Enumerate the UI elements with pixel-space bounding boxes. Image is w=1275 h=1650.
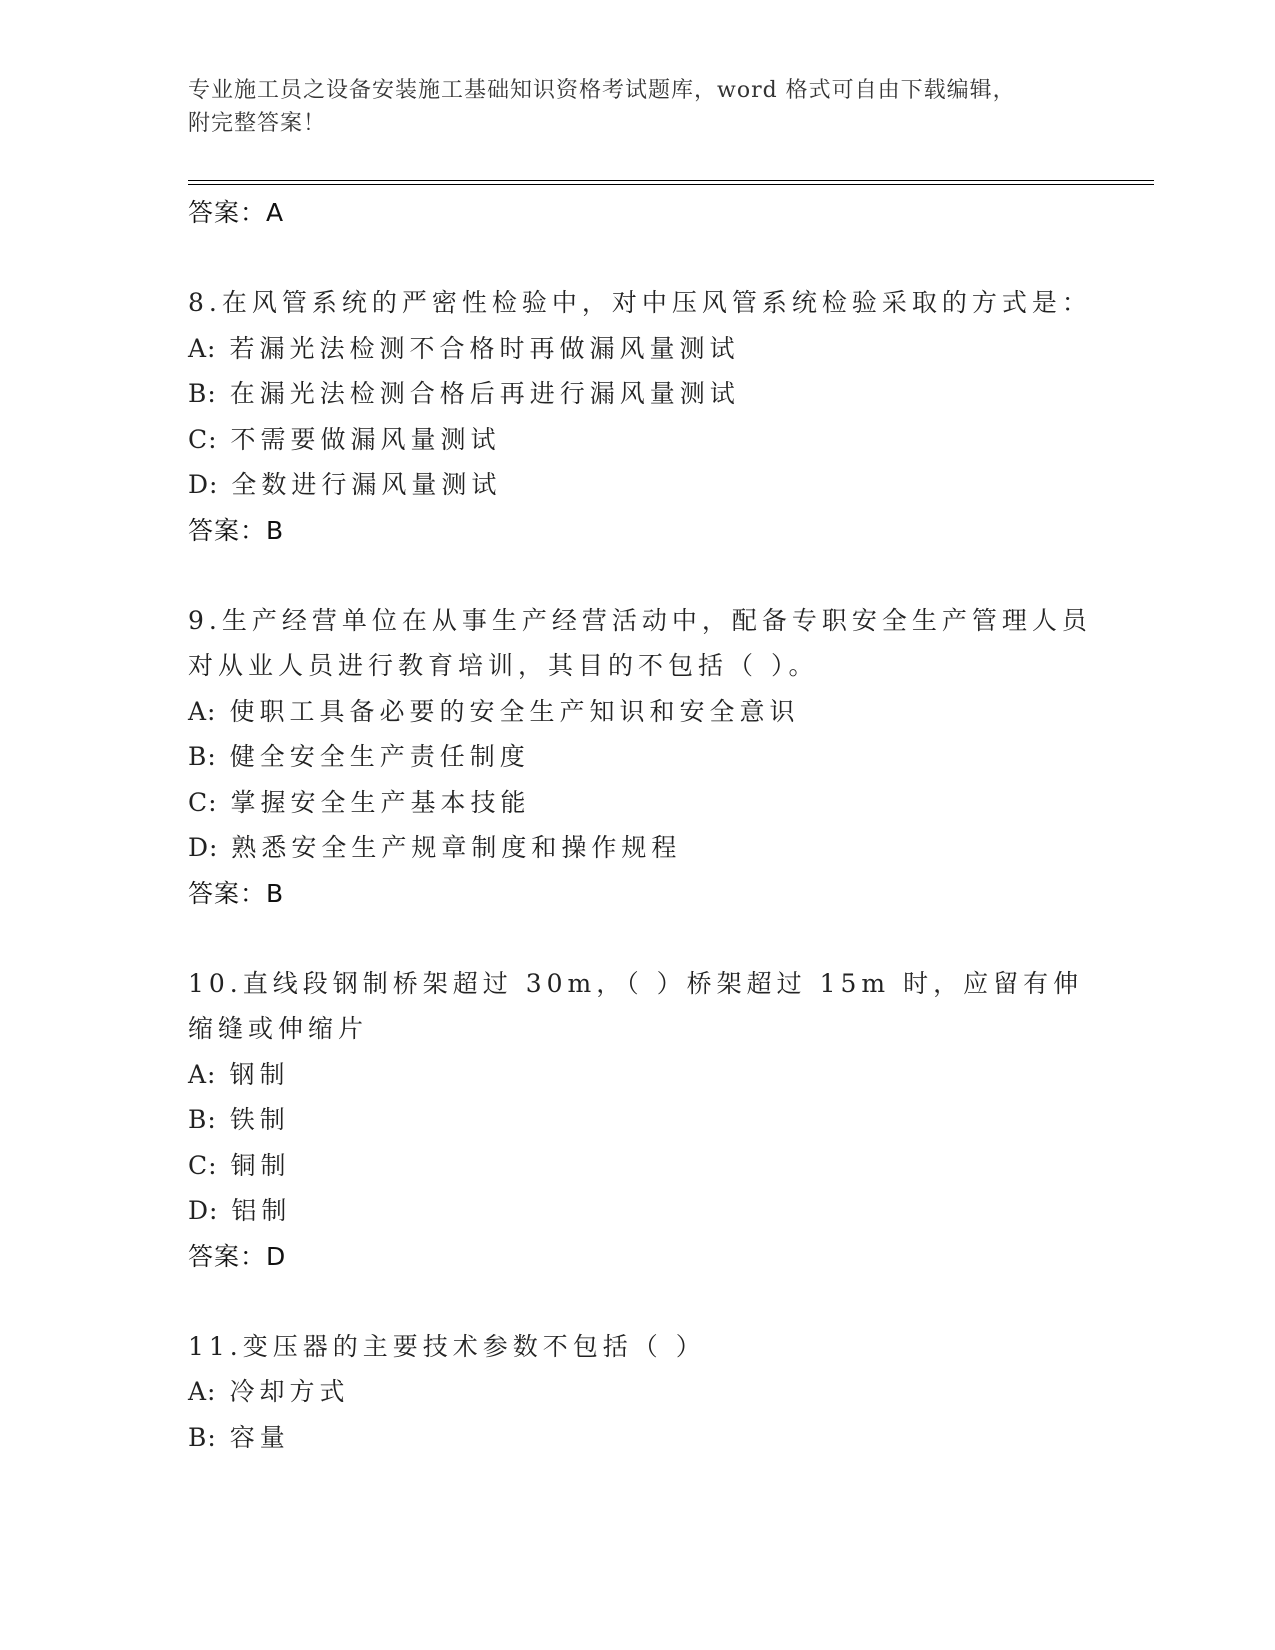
option-text: 铜制 xyxy=(230,1150,291,1180)
option-text: 全数进行漏风量测试 xyxy=(231,470,502,499)
header-divider-bottom xyxy=(188,184,1154,185)
question-10-answer: 答案：D xyxy=(188,1241,287,1271)
question-10-option-a xyxy=(188,1052,1108,1098)
option-text: 掌握安全生产基本技能 xyxy=(230,787,531,817)
question-9-answer: 答案：B xyxy=(188,878,285,908)
option-label: B: xyxy=(188,379,217,408)
option-text: 铁制 xyxy=(229,1105,290,1134)
question-9-option-d xyxy=(188,825,1108,871)
option-label: D: xyxy=(188,470,219,499)
option-text: 使职工具备必要的安全生产知识和安全意识 xyxy=(229,696,800,726)
question-11-option-b xyxy=(188,1415,1108,1461)
question-11-option-a xyxy=(188,1369,1108,1415)
option-label: C: xyxy=(188,787,218,817)
question-10-stem: 10.直线段钢制桥架超过 30m，（ ）桥架超过 15m 时，应留有伸缩缝或伸缩片 xyxy=(188,968,1084,1043)
question-8-option-b xyxy=(188,371,1108,417)
question-list xyxy=(188,190,1108,1460)
question-9-option-b xyxy=(188,734,1108,780)
option-text: 不需要做漏风量测试 xyxy=(230,424,501,454)
option-text: 钢制 xyxy=(229,1059,290,1089)
question-11-stem: 11.变压器的主要技术参数不包括（ ） xyxy=(188,1331,706,1361)
question-9-option-a xyxy=(188,689,1108,735)
option-label: C: xyxy=(188,424,218,454)
document-header xyxy=(188,74,1088,140)
header-line-2: 附完整答案！ xyxy=(188,111,327,136)
option-label: B: xyxy=(188,1105,217,1134)
question-9-option-c xyxy=(188,780,1108,826)
question-9-stem: 9.生产经营单位在从事生产经营活动中，配备专职安全生产管理人员对从业人员进行教育培训，其目的不包括（ ）。 xyxy=(188,605,1092,680)
option-text: 健全安全生产责任制度 xyxy=(229,742,530,771)
option-text: 铝制 xyxy=(231,1196,292,1225)
question-8-stem: 8.在风管系统的严密性检验中，对中压风管系统检验采取的方式是： xyxy=(188,288,1092,317)
question-10-option-d xyxy=(188,1188,1108,1234)
option-label: C: xyxy=(188,1150,218,1180)
option-label: B: xyxy=(188,1422,217,1452)
question-9 xyxy=(188,598,1108,917)
option-text: 冷却方式 xyxy=(229,1377,350,1406)
option-label: A: xyxy=(188,333,217,363)
question-8-option-c xyxy=(188,417,1108,463)
question-10-option-c xyxy=(188,1143,1108,1189)
option-text: 在漏光法检测合格后再进行漏风量测试 xyxy=(229,379,740,408)
option-text: 若漏光法检测不合格时再做漏风量测试 xyxy=(229,333,740,363)
option-label: A: xyxy=(188,1059,217,1089)
question-8-option-a xyxy=(188,326,1108,372)
header-line-1: 专业施工员之设备安装施工基础知识资格考试题库，word 格式可自由下载编辑， xyxy=(188,78,1016,103)
option-label: A: xyxy=(188,1377,217,1406)
question-8 xyxy=(188,280,1108,554)
question-11 xyxy=(188,1324,1108,1461)
option-label: D: xyxy=(188,1196,219,1225)
option-text: 容量 xyxy=(229,1422,290,1452)
question-8-answer: 答案：B xyxy=(188,515,285,545)
option-label: D: xyxy=(188,833,219,862)
question-8-option-d xyxy=(188,462,1108,508)
option-text: 熟悉安全生产规章制度和操作规程 xyxy=(231,833,682,862)
option-label: A: xyxy=(188,696,217,726)
option-label: B: xyxy=(188,742,217,771)
previous-answer: 答案：A xyxy=(188,198,285,227)
question-10-option-b xyxy=(188,1097,1108,1143)
question-10 xyxy=(188,961,1108,1280)
header-divider-top xyxy=(188,180,1154,181)
